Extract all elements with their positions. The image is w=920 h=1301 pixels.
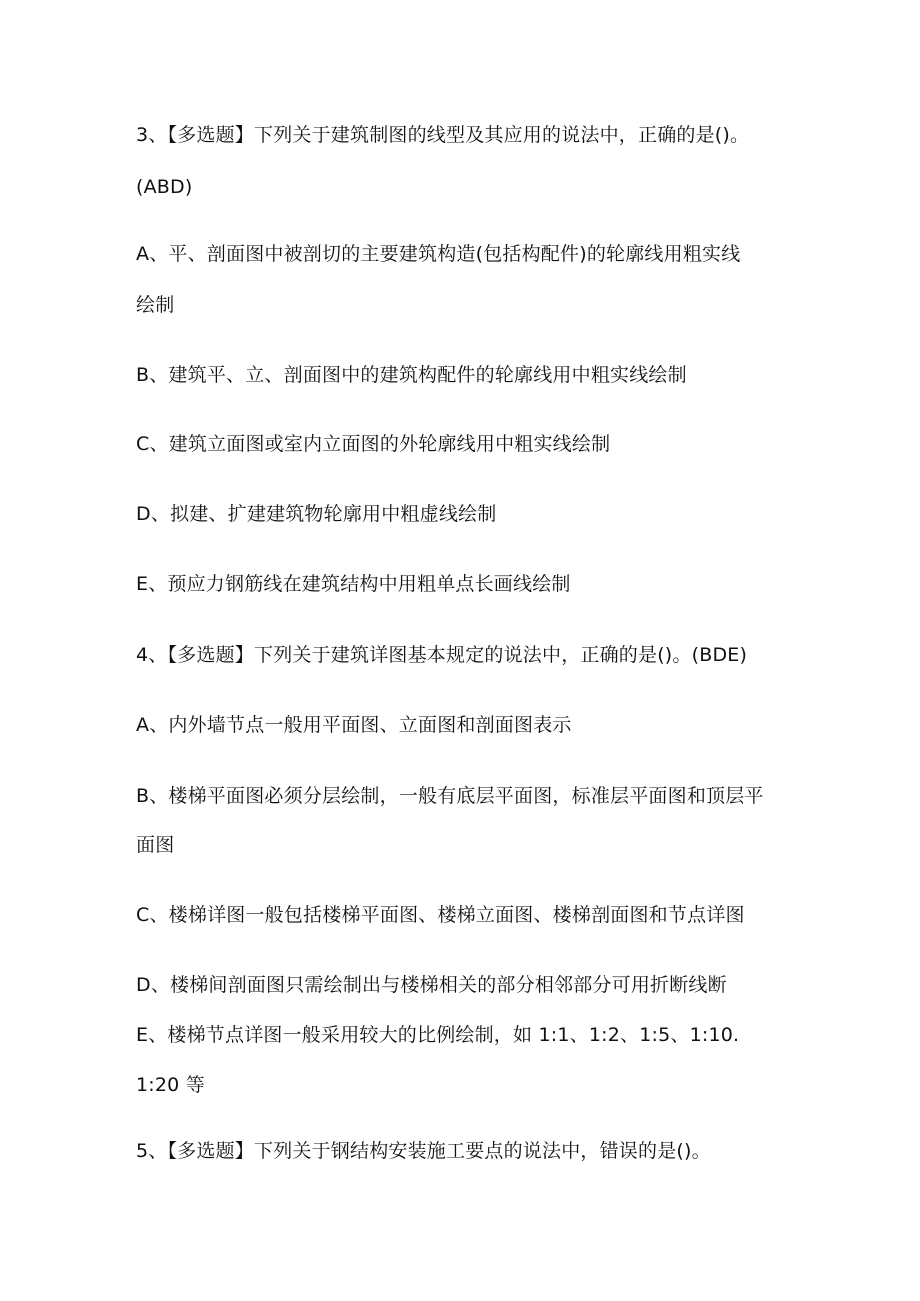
question-4-option-b: B、楼梯平面图必须分层绘制，一般有底层平面图，标准层平面图和顶层平 [136, 785, 764, 807]
question-4-option-c: C、楼梯详图一般包括楼梯平面图、楼梯立面图、楼梯剖面图和节点详图 [136, 904, 745, 926]
question-3-option-e: E、预应力钢筋线在建筑结构中用粗单点长画线绘制 [136, 573, 571, 595]
question-4-option-e-continued: 1:20 等 [136, 1074, 205, 1096]
question-5-stem: 5、【多选题】下列关于钢结构安装施工要点的说法中，错误的是()。 [136, 1140, 711, 1162]
question-4-option-e: E、楼梯节点详图一般采用较大的比例绘制，如 1:1、1:2、1:5、1:10. [136, 1024, 740, 1046]
question-4-option-b-continued: 面图 [136, 834, 175, 856]
question-3-stem: 3、【多选题】下列关于建筑制图的线型及其应用的说法中，正确的是()。 [136, 124, 750, 146]
question-3-option-b: B、建筑平、立、剖面图中的建筑构配件的轮廓线用中粗实线绘制 [136, 364, 687, 386]
question-3-option-a-continued: 绘制 [136, 294, 175, 316]
question-4-stem: 4、【多选题】下列关于建筑详图基本规定的说法中，正确的是()。(BDE) [136, 644, 748, 666]
question-3-option-a: A、平、剖面图中被剖切的主要建筑构造(包括构配件)的轮廓线用粗实线 [136, 243, 741, 265]
question-3-answer: (ABD) [136, 176, 193, 198]
question-4-option-a: A、内外墙节点一般用平面图、立面图和剖面图表示 [136, 714, 572, 736]
question-3-option-d: D、拟建、扩建建筑物轮廓用中粗虚线绘制 [136, 503, 497, 525]
question-4-option-d: D、楼梯间剖面图只需绘制出与楼梯相关的部分相邻部分可用折断线断 [136, 974, 727, 996]
question-3-option-c: C、建筑立面图或室内立面图的外轮廓线用中粗实线绘制 [136, 433, 611, 455]
